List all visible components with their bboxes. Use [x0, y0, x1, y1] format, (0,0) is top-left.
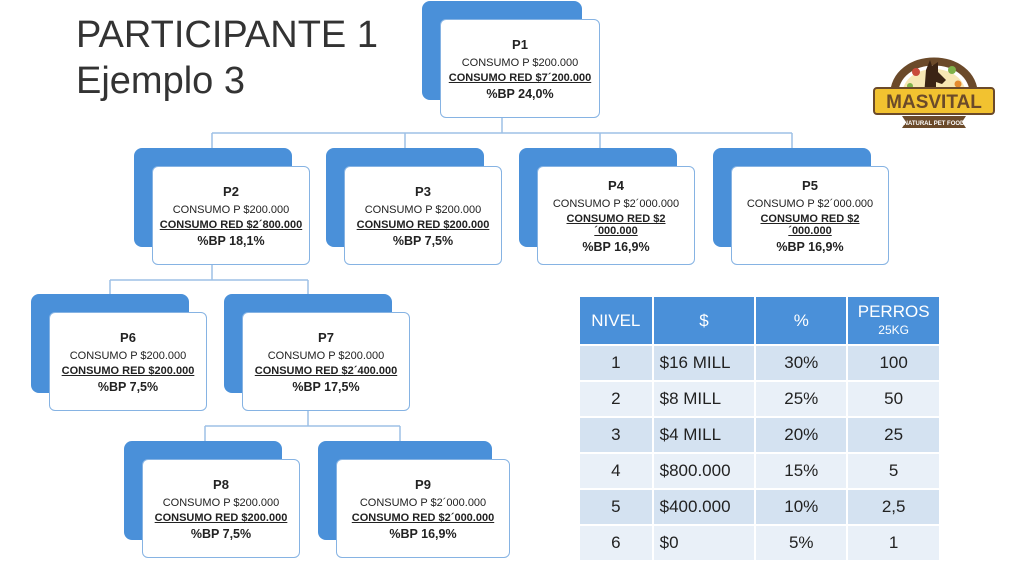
node-name: P3	[415, 183, 431, 199]
table-row	[579, 345, 940, 381]
node-bp: %BP 7,5%	[190, 526, 252, 541]
node-p1	[422, 1, 600, 118]
node-consumo-p: CONSUMO P $2´000.000	[746, 197, 874, 210]
logo-brand: MASVITAL	[886, 92, 982, 113]
cell-pct: 15%	[755, 453, 847, 489]
header-money: $	[653, 296, 756, 345]
node-consumo-red: CONSUMO RED $2´000.000	[566, 212, 666, 237]
node-bp: %BP 7,5%	[97, 379, 159, 394]
cell-nivel: 1	[579, 345, 653, 381]
node-consumo-red: CONSUMO RED $2´000.000	[760, 212, 860, 237]
cell-nivel: 6	[579, 525, 653, 561]
cell-pct: 30%	[755, 345, 847, 381]
node-p4	[519, 148, 695, 265]
node-p1-box	[440, 19, 600, 118]
table-header-row	[579, 296, 940, 345]
node-consumo-p: CONSUMO P $200.000	[69, 349, 187, 362]
node-name: P5	[802, 177, 818, 193]
node-p3-box	[344, 166, 502, 265]
cell-money: $4 MILL	[653, 417, 756, 453]
header-pct: %	[755, 296, 847, 345]
node-p2-box	[152, 166, 310, 265]
node-name: P8	[213, 476, 229, 492]
header-perros-label: PERROS	[857, 301, 930, 321]
table-row	[579, 489, 940, 525]
node-bp: %BP 18,1%	[197, 233, 265, 248]
cell-nivel: 5	[579, 489, 653, 525]
table-row	[579, 453, 940, 489]
node-p2	[134, 148, 310, 265]
table-row	[579, 381, 940, 417]
cell-perros: 2,5	[847, 489, 940, 525]
cell-money: $0	[653, 525, 756, 561]
node-consumo-p: CONSUMO P $200.000	[267, 349, 385, 362]
node-consumo-red: CONSUMO RED $2´400.000	[254, 364, 398, 377]
node-consumo-red: CONSUMO RED $200.000	[356, 218, 490, 231]
node-p3	[326, 148, 502, 265]
node-p4-box	[537, 166, 695, 265]
node-consumo-red: CONSUMO RED $2´800.000	[159, 218, 303, 231]
node-p7	[224, 294, 410, 411]
node-p8	[124, 441, 300, 558]
cell-money: $8 MILL	[653, 381, 756, 417]
node-name: P1	[512, 36, 528, 52]
cell-perros: 50	[847, 381, 940, 417]
page-title-line2: Ejemplo 3	[76, 60, 245, 102]
cell-money: $400.000	[653, 489, 756, 525]
node-p5-box	[731, 166, 889, 265]
node-bp: %BP 24,0%	[486, 86, 554, 101]
node-p7-box	[242, 312, 410, 411]
node-name: P4	[608, 177, 624, 193]
node-name: P7	[318, 329, 334, 345]
node-consumo-red: CONSUMO RED $7´200.000	[448, 71, 592, 84]
cell-nivel: 3	[579, 417, 653, 453]
cell-nivel: 4	[579, 453, 653, 489]
node-consumo-red: CONSUMO RED $200.000	[154, 511, 288, 524]
cell-pct: 25%	[755, 381, 847, 417]
table-row	[579, 417, 940, 453]
node-consumo-p: CONSUMO P $200.000	[172, 203, 290, 216]
cell-perros: 5	[847, 453, 940, 489]
header-perros	[847, 296, 940, 345]
cell-perros: 25	[847, 417, 940, 453]
node-p9	[318, 441, 510, 558]
node-p6-box	[49, 312, 207, 411]
header-perros-sub: 25KG	[878, 322, 909, 337]
node-consumo-p: CONSUMO P $200.000	[162, 496, 280, 509]
cell-perros: 100	[847, 345, 940, 381]
node-consumo-red: CONSUMO RED $2´000.000	[351, 511, 495, 524]
node-consumo-p: CONSUMO P $200.000	[364, 203, 482, 216]
logo-tagline: NATURAL PET FOOD	[903, 121, 965, 127]
node-bp: %BP 16,9%	[582, 239, 650, 254]
node-p6	[31, 294, 207, 411]
cell-pct: 10%	[755, 489, 847, 525]
node-bp: %BP 7,5%	[392, 233, 454, 248]
node-name: P9	[415, 476, 431, 492]
node-bp: %BP 16,9%	[389, 526, 457, 541]
node-bp: %BP 16,9%	[776, 239, 844, 254]
cell-perros: 1	[847, 525, 940, 561]
masvital-logo	[872, 30, 996, 136]
cell-money: $800.000	[653, 453, 756, 489]
page-title-line1: PARTICIPANTE 1	[76, 14, 378, 56]
node-p8-box	[142, 459, 300, 558]
cell-money: $16 MILL	[653, 345, 756, 381]
cell-pct: 5%	[755, 525, 847, 561]
header-nivel: NIVEL	[579, 296, 653, 345]
node-name: P2	[223, 183, 239, 199]
node-name: P6	[120, 329, 136, 345]
node-consumo-p: CONSUMO P $2´000.000	[359, 496, 487, 509]
node-bp: %BP 17,5%	[292, 379, 360, 394]
table-row	[579, 525, 940, 561]
node-p5	[713, 148, 889, 265]
node-consumo-p: CONSUMO P $2´000.000	[552, 197, 680, 210]
node-consumo-p: CONSUMO P $200.000	[461, 56, 579, 69]
node-consumo-red: CONSUMO RED $200.000	[61, 364, 195, 377]
cell-nivel: 2	[579, 381, 653, 417]
node-p9-box	[336, 459, 510, 558]
cell-pct: 20%	[755, 417, 847, 453]
level-table	[578, 295, 941, 562]
